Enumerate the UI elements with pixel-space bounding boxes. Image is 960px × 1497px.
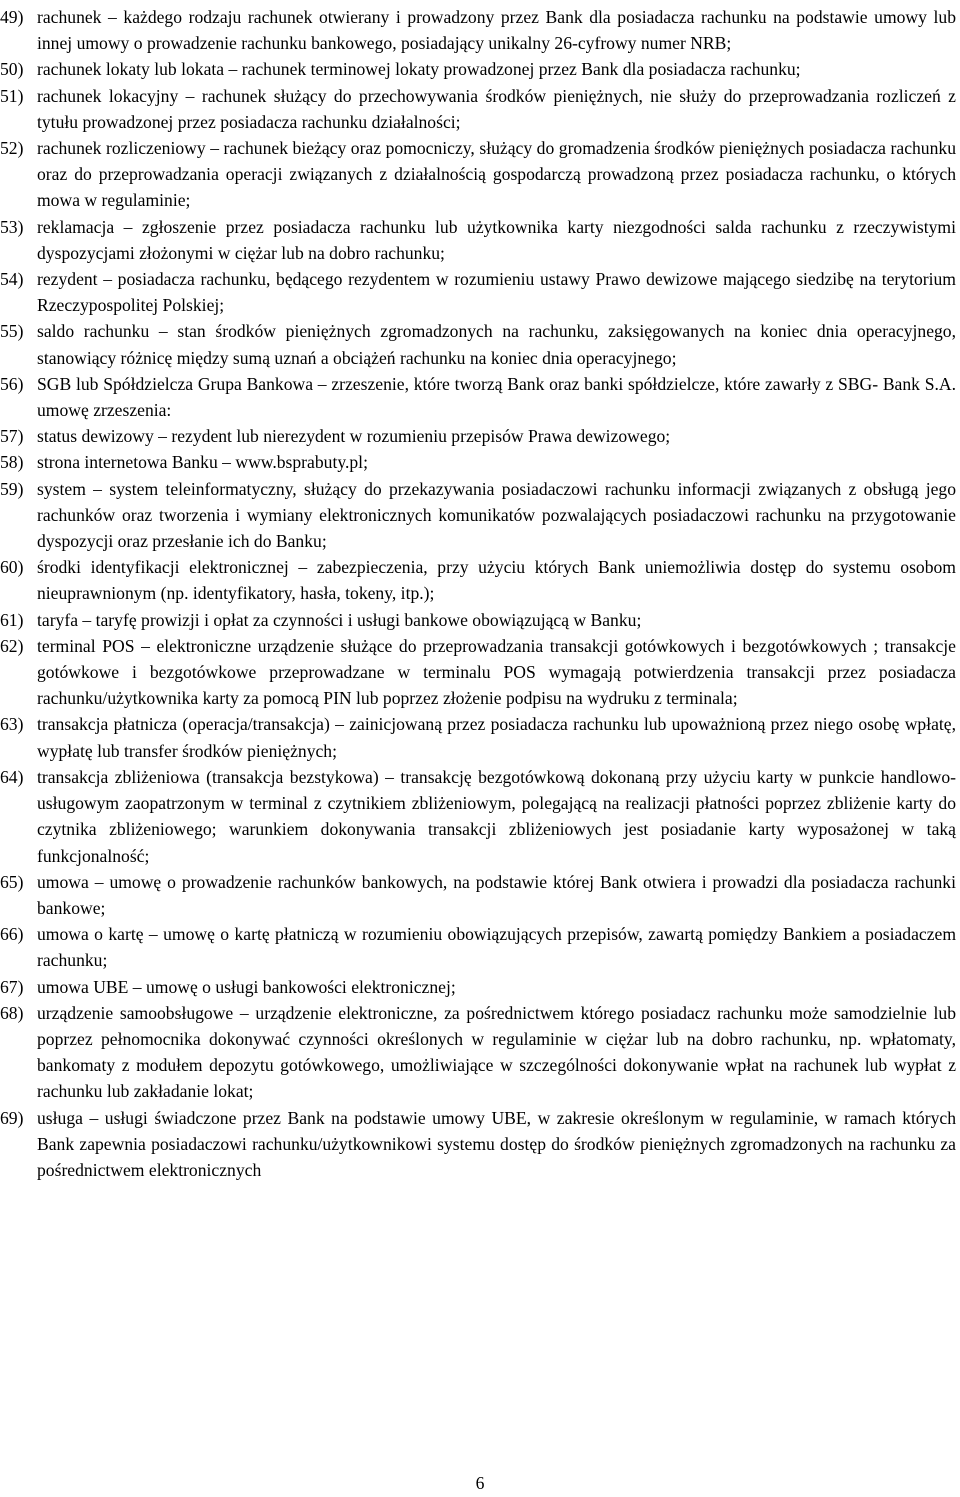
- definition-text: rachunek lokacyjny – rachunek służący do przechowywania środków pieniężnych, nie służy do przeprowadzania rozliczeń z tytułu prowadzonej przez posiadacza rachunku działalności;: [37, 85, 956, 132]
- definition-item: [0, 921, 960, 973]
- definition-text: rezydent – posiadacza rachunku, będącego rezydentem w rozumieniu ustawy Prawo dewizowe mającego siedzibę na terytorium Rzeczypospolitej Polskiej;: [37, 269, 956, 316]
- definition-item: [0, 1000, 960, 1105]
- definition-number: 60): [0, 557, 24, 578]
- definition-text: środki identyfikacji elektronicznej – zabezpieczenia, przy użyciu których Bank uniemożliwia dostęp do systemu osobom nieuprawnionym (np. identyfikatory, hasła, tokeny, itp.);: [37, 557, 956, 604]
- definition-number: 62): [0, 635, 24, 656]
- definition-text: rachunek lokaty lub lokata – rachunek terminowej lokaty prowadzonej przez Bank dla posiadacza rachunku;: [37, 59, 801, 80]
- definition-number: 64): [0, 766, 24, 787]
- definition-item: [0, 4, 960, 56]
- definition-number: 58): [0, 452, 24, 473]
- definition-text: SGB lub Spółdzielcza Grupa Bankowa – zrzeszenie, które tworzą Bank oraz banki spółdzielcze, które zawarły z SBG- Bank S.A. umowę zrzeszenia:: [37, 373, 956, 421]
- definition-item: [0, 371, 960, 423]
- definition-text: transakcja płatnicza (operacja/transakcja) – zainicjowaną przez posiadacza rachunku lub upoważnioną przez niego osobę wpłatę, wypłatę lub transfer środków pieniężnych;: [37, 714, 956, 761]
- definition-number: 56): [0, 373, 24, 394]
- definition-number: 54): [0, 269, 24, 290]
- definition-text: status dewizowy – rezydent lub nierezydent w rozumieniu przepisów Prawa dewizowego;: [37, 426, 671, 447]
- definition-number: 49): [0, 7, 24, 27]
- definition-text: urządzenie samoobsługowe – urządzenie elektroniczne, za pośrednictwem którego posiadacz rachunku może samodzielnie lub poprzez pełnomocnika dokonywać czynności określonych w regulaminie w ciężar lub na dobro rachunku, np. wpłatomaty, bankomaty z modułem depozytu gotówkowego, umożliwiające w szczególności dokonywanie wpłat na rachunek lub wypłat z rachunku lub zakładanie lokat;: [37, 1002, 956, 1102]
- definition-number: 57): [0, 426, 24, 447]
- definition-number: 67): [0, 976, 24, 997]
- definition-text: taryfa – taryfę prowizji i opłat za czynności i usługi bankowe obowiązującą w Banku;: [37, 609, 642, 630]
- definition-item: [0, 135, 960, 214]
- definition-number: 61): [0, 609, 24, 630]
- definition-item: [0, 554, 960, 606]
- definition-number: 63): [0, 714, 24, 735]
- definition-text: usługa – usługi świadczone przez Bank na podstawie umowy UBE, w zakresie określonym w regulaminie, w ramach których Bank zapewnia posiadaczowi rachunku/użytkownikowi systemu dostęp do środków pieniężnych zgromadzonych na rachunku za pośrednictwem elektronicznych: [37, 1107, 956, 1180]
- definition-text: system – system teleinformatyczny, służący do przekazywania posiadaczowi rachunku informacji związanych z obsługą jego rachunków oraz tworzenia i wymiany elektronicznych komunikatów pozwalających posiadaczowi rachunku na przygotowanie dyspozycji oraz przesłanie ich do Banku;: [37, 478, 956, 552]
- definition-item: [0, 214, 960, 266]
- definition-text: strona internetowa Banku – www.bsprabuty.pl;: [37, 452, 368, 473]
- definition-item: [0, 633, 960, 712]
- definition-number: 55): [0, 321, 24, 342]
- definition-number: 69): [0, 1107, 24, 1128]
- page-number: 6: [475, 1473, 485, 1493]
- definition-item: [0, 56, 960, 82]
- definition-text: terminal POS – elektroniczne urządzenie służące do przeprowadzania transakcji gotówkowych i bezgotówkowych ; transakcje gotówkowe i bezgotówkowe przeprowadzane w terminalu POS wymagają potwierdzenia transakcji przez posiadacza rachunku/użytkownika karty za pomocą PIN lub poprzez złożenie podpisu na wydruku z terminala;: [37, 635, 956, 709]
- definition-item: [0, 476, 960, 555]
- definition-item: [0, 711, 960, 763]
- definition-text: saldo rachunku – stan środków pieniężnych zgromadzonych na rachunku, zaksięgowanych na koniec dnia operacyjnego, stanowiący różnicę między sumą uznań a obciążeń rachunku na koniec dnia operacyjnego;: [37, 321, 956, 368]
- definition-text: umowa – umowę o prowadzenie rachunków bankowych, na podstawie której Bank otwiera i prowadzi dla posiadacza rachunki bankowe;: [37, 871, 956, 918]
- definition-item: [0, 974, 960, 1000]
- definition-item: [0, 869, 960, 921]
- definition-item: [0, 83, 960, 135]
- definition-number: 65): [0, 871, 24, 892]
- definition-number: 66): [0, 924, 24, 945]
- definition-item: [0, 449, 960, 475]
- definition-number: 52): [0, 138, 24, 159]
- definition-number: 59): [0, 478, 24, 499]
- definition-item: [0, 318, 960, 370]
- definition-number: 51): [0, 85, 24, 106]
- definition-item: [0, 607, 960, 633]
- definition-text: reklamacja – zgłoszenie przez posiadacza rachunku lub użytkownika karty niezgodności salda rachunku z rzeczywistymi dyspozycjami złożonymi w ciężar lub na dobro rachunku;: [37, 216, 956, 263]
- definition-number: 68): [0, 1002, 24, 1023]
- definition-item: [0, 266, 960, 318]
- definition-text: rachunek – każdego rodzaju rachunek otwierany i prowadzony przez Bank dla posiadacza rachunku na podstawie umowy lub innej umowy o prowadzenie rachunku bankowego, posiadający unikalny 26-cyfrowy numer NRB;: [37, 7, 956, 54]
- definition-text: transakcja zbliżeniowa (transakcja bezstykowa) – transakcję bezgotówkową dokonaną przy użyciu karty w punkcie handlowo-usługowym zaopatrzonym w terminal z czytnikiem zbliżeniowym, polegającą na realizacji płatności poprzez zbliżenie karty do czytnika zbliżeniowego; warunkiem dokonywania transakcji zbliżeniowych jest posiadanie karty wyposażonej w taką funkcjonalność;: [37, 766, 956, 866]
- definition-number: 50): [0, 59, 24, 80]
- definition-item: [0, 764, 960, 869]
- definition-text: umowa UBE – umowę o usługi bankowości elektronicznej;: [37, 976, 456, 997]
- definition-text: umowa o kartę – umowę o kartę płatniczą w rozumieniu obowiązujących przepisów, zawartą pomiędzy Bankiem a posiadaczem rachunku;: [37, 924, 956, 971]
- definition-text: rachunek rozliczeniowy – rachunek bieżący oraz pomocniczy, służący do gromadzenia środków pieniężnych posiadacza rachunku oraz do przeprowadzania operacji związanych z działalnością gospodarczą prowadzoną przez posiadacza rachunku, o których mowa w regulaminie;: [37, 138, 956, 211]
- definition-item: [0, 1105, 960, 1184]
- definition-number: 53): [0, 216, 24, 237]
- definition-item: [0, 423, 960, 449]
